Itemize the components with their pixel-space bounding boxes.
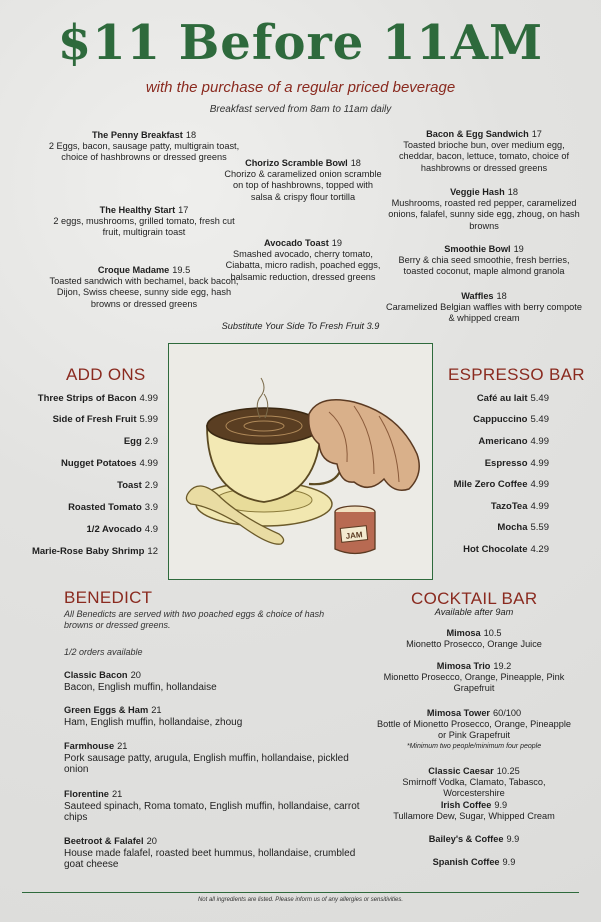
item-price: 18 bbox=[185, 130, 197, 140]
coffee-cup-icon bbox=[169, 344, 432, 579]
item-name: Smoothie Bowl bbox=[444, 244, 511, 254]
cocktail-name: Mimosa Tower bbox=[426, 708, 491, 718]
page-title: $11 Before 11AM bbox=[57, 15, 544, 71]
addon-price: 2.9 bbox=[144, 480, 158, 491]
substitute-note: Substitute Your Side To Fresh Fruit 3.9 bbox=[221, 321, 380, 331]
benedict-item bbox=[64, 741, 364, 776]
item-price: 19 bbox=[331, 238, 343, 248]
cocktail-desc: Smirnoff Vodka, Clamato, Tabasco, Worcestershire bbox=[402, 777, 546, 798]
cocktail-item bbox=[376, 857, 572, 868]
item-desc: Berry & chia seed smoothie, fresh berries, toasted coconut, maple almond granola bbox=[398, 255, 570, 277]
espresso-item bbox=[473, 414, 549, 425]
cocktail-name: Spanish Coffee bbox=[432, 857, 500, 867]
benedict-item bbox=[64, 670, 364, 693]
espresso-name: Hot Chocolate bbox=[463, 544, 528, 555]
addon-name: Nugget Potatoes bbox=[61, 458, 137, 469]
item-name: Veggie Hash bbox=[450, 187, 505, 197]
benedict-item bbox=[64, 789, 364, 824]
benedict-price: 21 bbox=[117, 741, 128, 751]
addon-price: 4.9 bbox=[144, 524, 158, 535]
benedict-name: Farmhouse bbox=[64, 741, 115, 751]
item-price: 17 bbox=[531, 129, 542, 139]
addon-item bbox=[32, 546, 158, 557]
addon-price: 2.9 bbox=[144, 436, 158, 447]
espresso-item bbox=[491, 501, 549, 512]
espresso-price: 5.49 bbox=[530, 414, 549, 425]
benedict-name: Beetroot & Falafel bbox=[64, 836, 144, 846]
item-desc: 2 eggs, mushrooms, grilled tomato, fresh cut fruit, multigrain toast bbox=[53, 216, 235, 238]
footer-note: Not all ingredients are listed. Please inform us of any allergies or sensitivities. bbox=[197, 897, 404, 903]
item-price: 19.5 bbox=[172, 265, 191, 275]
espresso-name: TazoTea bbox=[490, 501, 528, 512]
addon-name: Side of Fresh Fruit bbox=[52, 414, 137, 425]
addon-item bbox=[124, 436, 158, 447]
item-desc: Chorizo & caramelized onion scramble on top of hashbrowns, topped with salsa & crispy flour tortilla bbox=[224, 169, 382, 202]
addon-name: Toast bbox=[117, 480, 142, 491]
espresso-price: 4.99 bbox=[530, 501, 549, 512]
addon-price: 4.99 bbox=[139, 393, 158, 404]
espresso-name: Mile Zero Coffee bbox=[453, 479, 528, 490]
espresso-item bbox=[477, 393, 549, 404]
cocktail-name: Bailey's & Coffee bbox=[428, 834, 504, 844]
addon-item bbox=[38, 393, 158, 404]
espresso-item bbox=[478, 436, 549, 447]
item-name: Chorizo Scramble Bowl bbox=[245, 158, 348, 168]
cocktail-desc: Mionetto Prosecco, Orange, Pineapple, Pink Grapefruit bbox=[383, 672, 565, 693]
addon-name: Roasted Tomato bbox=[68, 502, 142, 513]
item-price: 18 bbox=[496, 291, 507, 301]
cocktail-name: Irish Coffee bbox=[440, 800, 492, 810]
benedict-price: 21 bbox=[151, 705, 162, 715]
cocktail-item bbox=[376, 661, 572, 694]
addon-name: Egg bbox=[123, 436, 142, 447]
benedict-desc: Sauteed spinach, Roma tomato, English muffin, hollandaise, carrot chips bbox=[64, 800, 360, 823]
addon-item bbox=[53, 414, 158, 425]
benedict-title: BENEDICT bbox=[64, 588, 153, 607]
item-price: 18 bbox=[350, 158, 361, 168]
benedict-item bbox=[64, 836, 364, 871]
espresso-title: ESPRESSO BAR bbox=[448, 365, 585, 384]
cocktail-item bbox=[376, 766, 572, 799]
espresso-name: Café au lait bbox=[476, 393, 528, 404]
benedict-price: 20 bbox=[130, 670, 141, 680]
espresso-item bbox=[454, 479, 549, 490]
cocktail-item bbox=[376, 800, 572, 822]
item-name: Bacon & Egg Sandwich bbox=[426, 129, 529, 139]
menu-item bbox=[214, 238, 392, 283]
benedict-name: Classic Bacon bbox=[64, 670, 128, 680]
coffee-croissant-illustration bbox=[168, 343, 433, 580]
addon-name: 1/2 Avocado bbox=[86, 524, 142, 535]
espresso-price: 4.99 bbox=[530, 436, 549, 447]
jam-label: JAM bbox=[345, 530, 364, 541]
espresso-price: 4.29 bbox=[530, 544, 549, 555]
item-price: 18 bbox=[507, 187, 518, 197]
addons-title: ADD ONS bbox=[66, 365, 146, 384]
menu-item bbox=[222, 158, 384, 203]
item-name: Croque Madame bbox=[97, 265, 170, 275]
cocktail-subtitle: Available after 9am bbox=[434, 607, 514, 617]
item-name: Avocado Toast bbox=[263, 238, 329, 248]
menu-item bbox=[386, 187, 582, 232]
cocktail-desc: Tullamore Dew, Sugar, Whipped Cream bbox=[393, 811, 555, 821]
cocktail-item bbox=[376, 708, 572, 752]
cocktail-note: *Minimum two people/minimum four people bbox=[406, 743, 542, 750]
cocktail-price: 60/100 bbox=[493, 708, 522, 718]
item-name: Waffles bbox=[461, 291, 494, 301]
cocktail-name: Mimosa bbox=[446, 628, 481, 638]
benedict-intro: All Benedicts are served with two poached eggs & choice of hash browns or dressed greens. bbox=[64, 609, 325, 630]
menu-item bbox=[386, 291, 582, 325]
cocktail-price: 9.9 bbox=[506, 834, 520, 844]
benedict-price: 21 bbox=[111, 789, 123, 799]
cocktail-price: 10.25 bbox=[496, 766, 520, 776]
espresso-name: Mocha bbox=[497, 522, 528, 533]
item-desc: Caramelized Belgian waffles with berry compote & whipped cream bbox=[386, 302, 582, 324]
espresso-price: 4.99 bbox=[530, 479, 549, 490]
benedict-desc: Pork sausage patty, arugula, English muffin, hollandaise, pickled onion bbox=[64, 752, 349, 775]
benedict-half-note: 1/2 orders available bbox=[64, 647, 143, 657]
cocktail-name: Classic Caesar bbox=[428, 766, 494, 776]
benedict-name: Green Eggs & Ham bbox=[64, 705, 149, 715]
menu-item bbox=[386, 129, 582, 174]
addon-item bbox=[61, 458, 158, 469]
cocktail-desc: Bottle of Mionetto Prosecco, Orange, Pineapple or Pink Grapefruit bbox=[376, 719, 572, 740]
addon-name: Marie-Rose Baby Shrimp bbox=[31, 546, 145, 557]
espresso-name: Americano bbox=[478, 436, 528, 447]
cocktail-price: 9.9 bbox=[494, 800, 508, 810]
item-desc: Toasted brioche bun, over medium egg, cheddar, bacon, lettuce, tomato, choice of hashbrowns or dressed greens bbox=[398, 140, 570, 173]
cocktail-price: 9.9 bbox=[502, 857, 516, 867]
item-desc: 2 Eggs, bacon, sausage patty, multigrain toast, choice of hashbrowns or dressed greens bbox=[48, 141, 240, 163]
benedict-price: 20 bbox=[146, 836, 157, 846]
menu-item bbox=[44, 205, 244, 239]
benedict-desc: Bacon, English muffin, hollandaise bbox=[64, 681, 217, 693]
espresso-name: Espresso bbox=[484, 458, 528, 469]
menu-item bbox=[44, 130, 244, 164]
addon-price: 4.99 bbox=[139, 458, 158, 469]
cocktail-item bbox=[376, 834, 572, 845]
page-subtitle: with the purchase of a regular priced beverage bbox=[145, 79, 456, 96]
item-price: 17 bbox=[178, 205, 189, 215]
espresso-name: Cappuccino bbox=[473, 414, 528, 425]
addon-item bbox=[87, 524, 158, 535]
benedict-item bbox=[64, 705, 364, 728]
item-name: The Penny Breakfast bbox=[91, 130, 183, 140]
addon-item bbox=[68, 502, 158, 513]
footer-divider bbox=[22, 892, 579, 893]
item-desc: Toasted sandwich with bechamel, back bacon, Dijon, Swiss cheese, sunny side egg, hash browns or dressed greens bbox=[49, 276, 239, 309]
cocktail-price: 19.2 bbox=[493, 661, 512, 671]
espresso-price: 4.99 bbox=[530, 458, 549, 469]
addon-price: 3.9 bbox=[144, 502, 158, 513]
cocktail-name: Mimosa Trio bbox=[436, 661, 491, 671]
benedict-desc: House made falafel, roasted beet hummus, hollandaise, crumbled goat cheese bbox=[64, 847, 356, 870]
item-price: 19 bbox=[513, 244, 524, 254]
cocktail-item bbox=[376, 628, 572, 650]
cocktail-price: 10.5 bbox=[483, 628, 502, 638]
cocktail-desc: Mionetto Prosecco, Orange Juice bbox=[406, 639, 542, 649]
item-desc: Smashed avocado, cherry tomato, Ciabatta, micro radish, poached eggs, balsamic reduction, dressed greens bbox=[225, 249, 381, 282]
benedict-desc: Ham, English muffin, hollandaise, zhoug bbox=[64, 716, 243, 728]
espresso-price: 5.59 bbox=[530, 522, 549, 533]
item-name: The Healthy Start bbox=[99, 205, 176, 215]
espresso-price: 5.49 bbox=[530, 393, 549, 404]
served-hours: Breakfast served from 8am to 11am daily bbox=[209, 104, 392, 115]
addon-name: Three Strips of Bacon bbox=[37, 393, 137, 404]
cocktail-title: COCKTAIL BAR bbox=[411, 589, 538, 608]
addon-price: 5.99 bbox=[139, 414, 158, 425]
menu-item bbox=[386, 244, 582, 278]
espresso-item bbox=[463, 544, 549, 555]
espresso-item bbox=[497, 522, 549, 533]
espresso-item bbox=[485, 458, 549, 469]
item-desc: Mushrooms, roasted red pepper, caramelized onions, falafel, sunny side egg, zhoug, on hash browns bbox=[388, 198, 580, 231]
benedict-name: Florentine bbox=[64, 789, 109, 799]
addon-item bbox=[117, 480, 158, 491]
addon-price: 12 bbox=[147, 546, 158, 557]
